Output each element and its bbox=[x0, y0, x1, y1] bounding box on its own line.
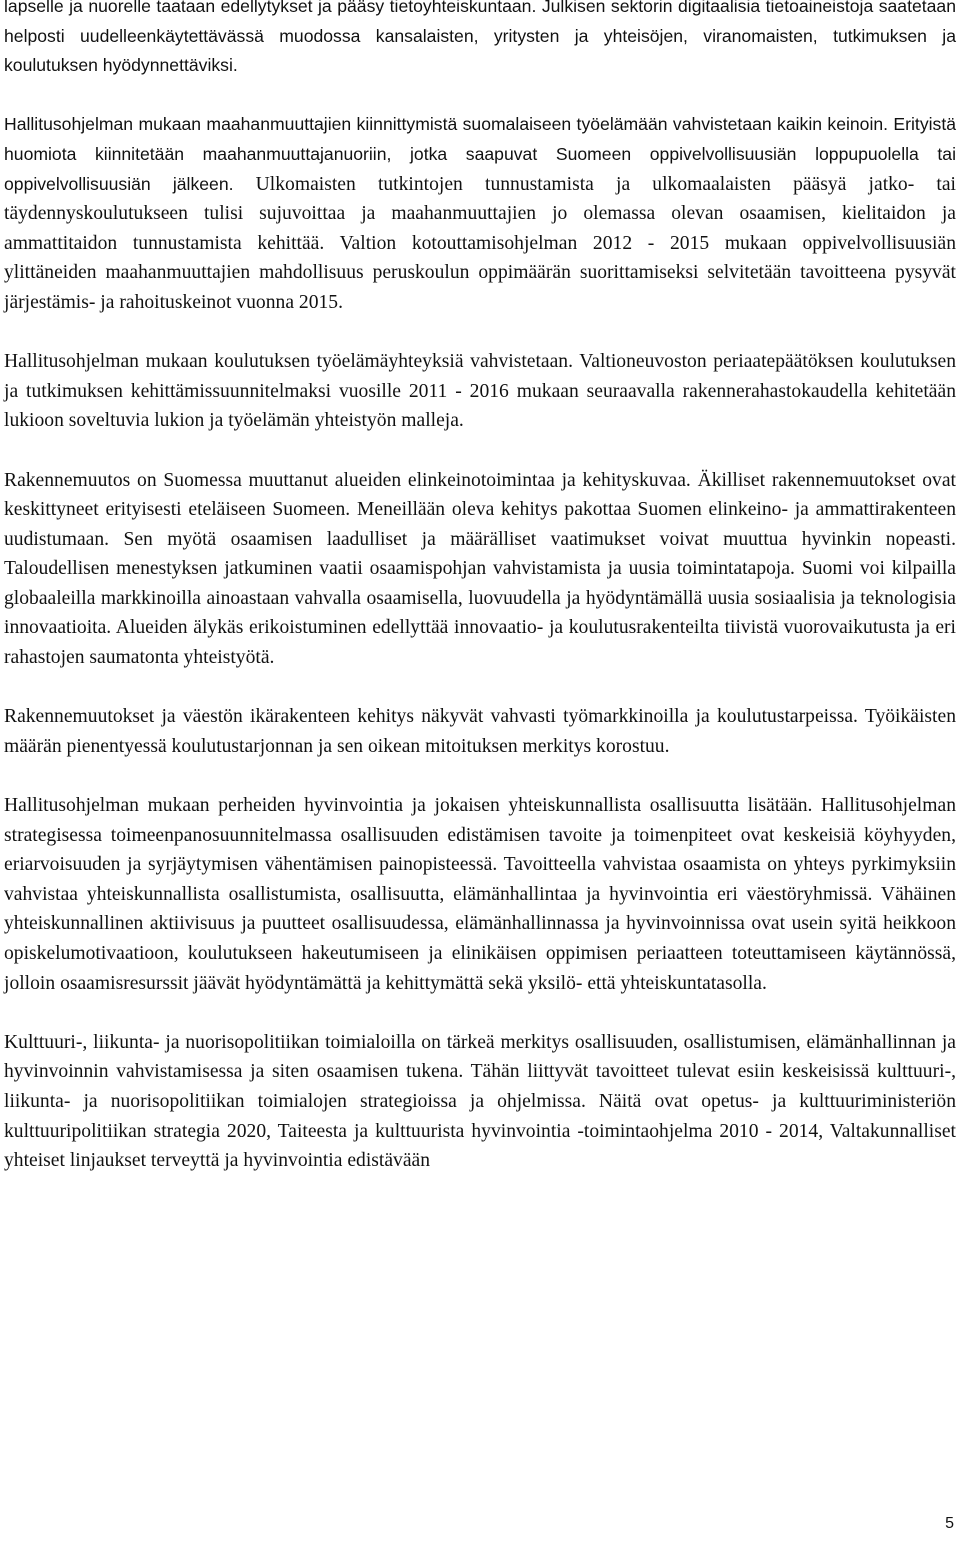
document-body bbox=[4, 0, 956, 1205]
paragraph-text: Rakennemuutokset ja väestön ikärakenteen kehitys näkyvät vahvasti työmarkkinoilla ja koulutustarpeissa. Työikäisten määrän pienentyessä koulutustarjonnan ja sen oikean mitoituksen merkitys korostuu. bbox=[4, 706, 956, 757]
paragraph-text: lapselle ja nuorelle taataan edellytykset ja pääsy tietoyhteiskuntaan. Julkisen sektorin digitaalisia tietoaineistoja saatetaan helposti uudelleenkäytettävässä muodossa kansalaisten, yritysten ja yhteisöjen, viranomaisten, tutkimuksen ja koulutuksen hyödynnettäviksi. bbox=[4, 0, 956, 76]
paragraph-text: Hallitusohjelman mukaan perheiden hyvinvointia ja jokaisen yhteiskunnallista osallisuutta lisätään. Hallitusohjelman strategisessa toimeenpanosuunnitelmassa osallisuuden edistämisen tavoite ja toimenpiteet ovat keskeisiä köyhyyden, eriarvoisuuden ja syrjäytymisen vähentämisen painopisteessä. Tavoitteella vahvistaa osaamista on yhteys pyrkimyksiin vahvistaa yhteiskunnallista osallistumista, osallisuutta, elämänhallintaa ja hyvinvointia eri väestöryhmissä. Vähäinen yhteiskunnallinen aktiivisuus ja puutteet osallisuudessa, elämänhallinnassa ja hyvinvoinnissa ovat usein syitä heikkoon opiskelumotivaatioon, koulutukseen hakeutumiseen ja elinikäisen oppimisen periaatteen toteuttamiseen käytännössä, jolloin osaamisresurssit jäävät hyödyntämättä ja kehittymättä sekä yksilö- että yhteiskuntatasolla. bbox=[4, 795, 956, 994]
paragraph-wellbeing-inclusion bbox=[4, 791, 956, 998]
paragraph-culture-sports-youth bbox=[4, 1028, 956, 1176]
paragraph-text: Hallitusohjelman mukaan maahanmuuttajien kiinnittymistä suomalaiseen työelämään vahvistetaan kaikin keinoin. Erityistä huomiota kiinnitetään maahanmuuttajanuoriin, jotka saapuvat Suomeen oppivelvollisuusiän loppupuolella tai oppivelvollisuusiän jälkeen. bbox=[4, 114, 956, 194]
paragraph-age-structure bbox=[4, 702, 956, 761]
paragraph-text: Ulkomaisten tutkintojen tunnustamista ja ulkomaalaisten pääsyä jatko- tai täydennyskoulutukseen tulisi sujuvoittaa ja maahanmuuttajien jo olemassa olevan osaamisen, kielitaidon ja ammattitaidon tunnustamista kehittää. Valtion kotouttamisohjelman 2012 - 2015 mukaan oppivelvollisuusiän ylittäneiden maahanmuuttajien mahdollisuus peruskoulun oppimäärän suorittamiseksi selvitetään tavoitteena pysyvät järjestämis- ja rahoituskeinot vuonna 2015. bbox=[4, 173, 956, 313]
paragraph-structural-change bbox=[4, 466, 956, 673]
paragraph-immigrant-integration bbox=[4, 110, 956, 317]
paragraph-working-life-links bbox=[4, 347, 956, 436]
paragraph-text: Kulttuuri-, liikunta- ja nuorisopolitiikan toimialoilla on tärkeä merkitys osallisuuden, osallistumisen, elämänhallinnan ja hyvinvoinnin vahvistamisessa ja siten osaamisen tukena. Tähän liittyvät tavoitteet tulevat esiin keskeisissä kulttuuri-, liikunta- ja nuorisopolitiikan toimialojen strategioissa ja ohjelmissa. Näitä ovat opetus- ja kulttuuriministeriön kulttuuripolitiikan strategia 2020, Taiteesta ja kulttuurista hyvinvointia -toimintaohjelma 2010 - 2014, Valtakunnalliset yhteiset linjaukset terveyttä ja hyvinvointia edistävään bbox=[4, 1031, 956, 1172]
page-number: 5 bbox=[945, 1515, 954, 1532]
paragraph-digital-resources bbox=[4, 0, 956, 81]
paragraph-text: Rakennemuutos on Suomessa muuttanut alueiden elinkeinotoimintaa ja kehityskuvaa. Äkilliset rakennemuutokset ovat keskittyneet erityisesti eteläiseen Suomeen. Meneillään oleva kehitys pakottaa Suomen elinkeino- ja ammattirakenteen uudistumaan. Sen myötä osaamisen laadulliset ja määrälliset vaatimukset voivat muuttua hyvinkin nopeasti. Taloudellisen menestyksen jatkuminen vaatii osaamispohjan vahvistamista ja uusia toimintatapoja. Suomi voi kilpailla globaaleilla markkinoilla ainoastaan vahvalla osaamisella, luovuudella ja hyödyntämällä uusia sosiaalisia ja teknologisia innovaatioita. Alueiden älykäs erikoistuminen edellyttää innovaatio- ja koulutusrakenteilta tiivistä vuorovaikutusta ja eri rahastojen saumatonta yhteistyötä. bbox=[4, 469, 956, 669]
paragraph-text: Hallitusohjelman mukaan koulutuksen työelämäyhteyksiä vahvistetaan. Valtioneuvoston periaatepäätöksen koulutuksen ja tutkimuksen kehittämissuunnitelmaksi vuosille 2011 - 2016 mukaan seuraavalla rakennerahastokaudella kehitetään lukioon soveltuvia lukion ja työelämän yhteistyön malleja. bbox=[4, 351, 956, 432]
